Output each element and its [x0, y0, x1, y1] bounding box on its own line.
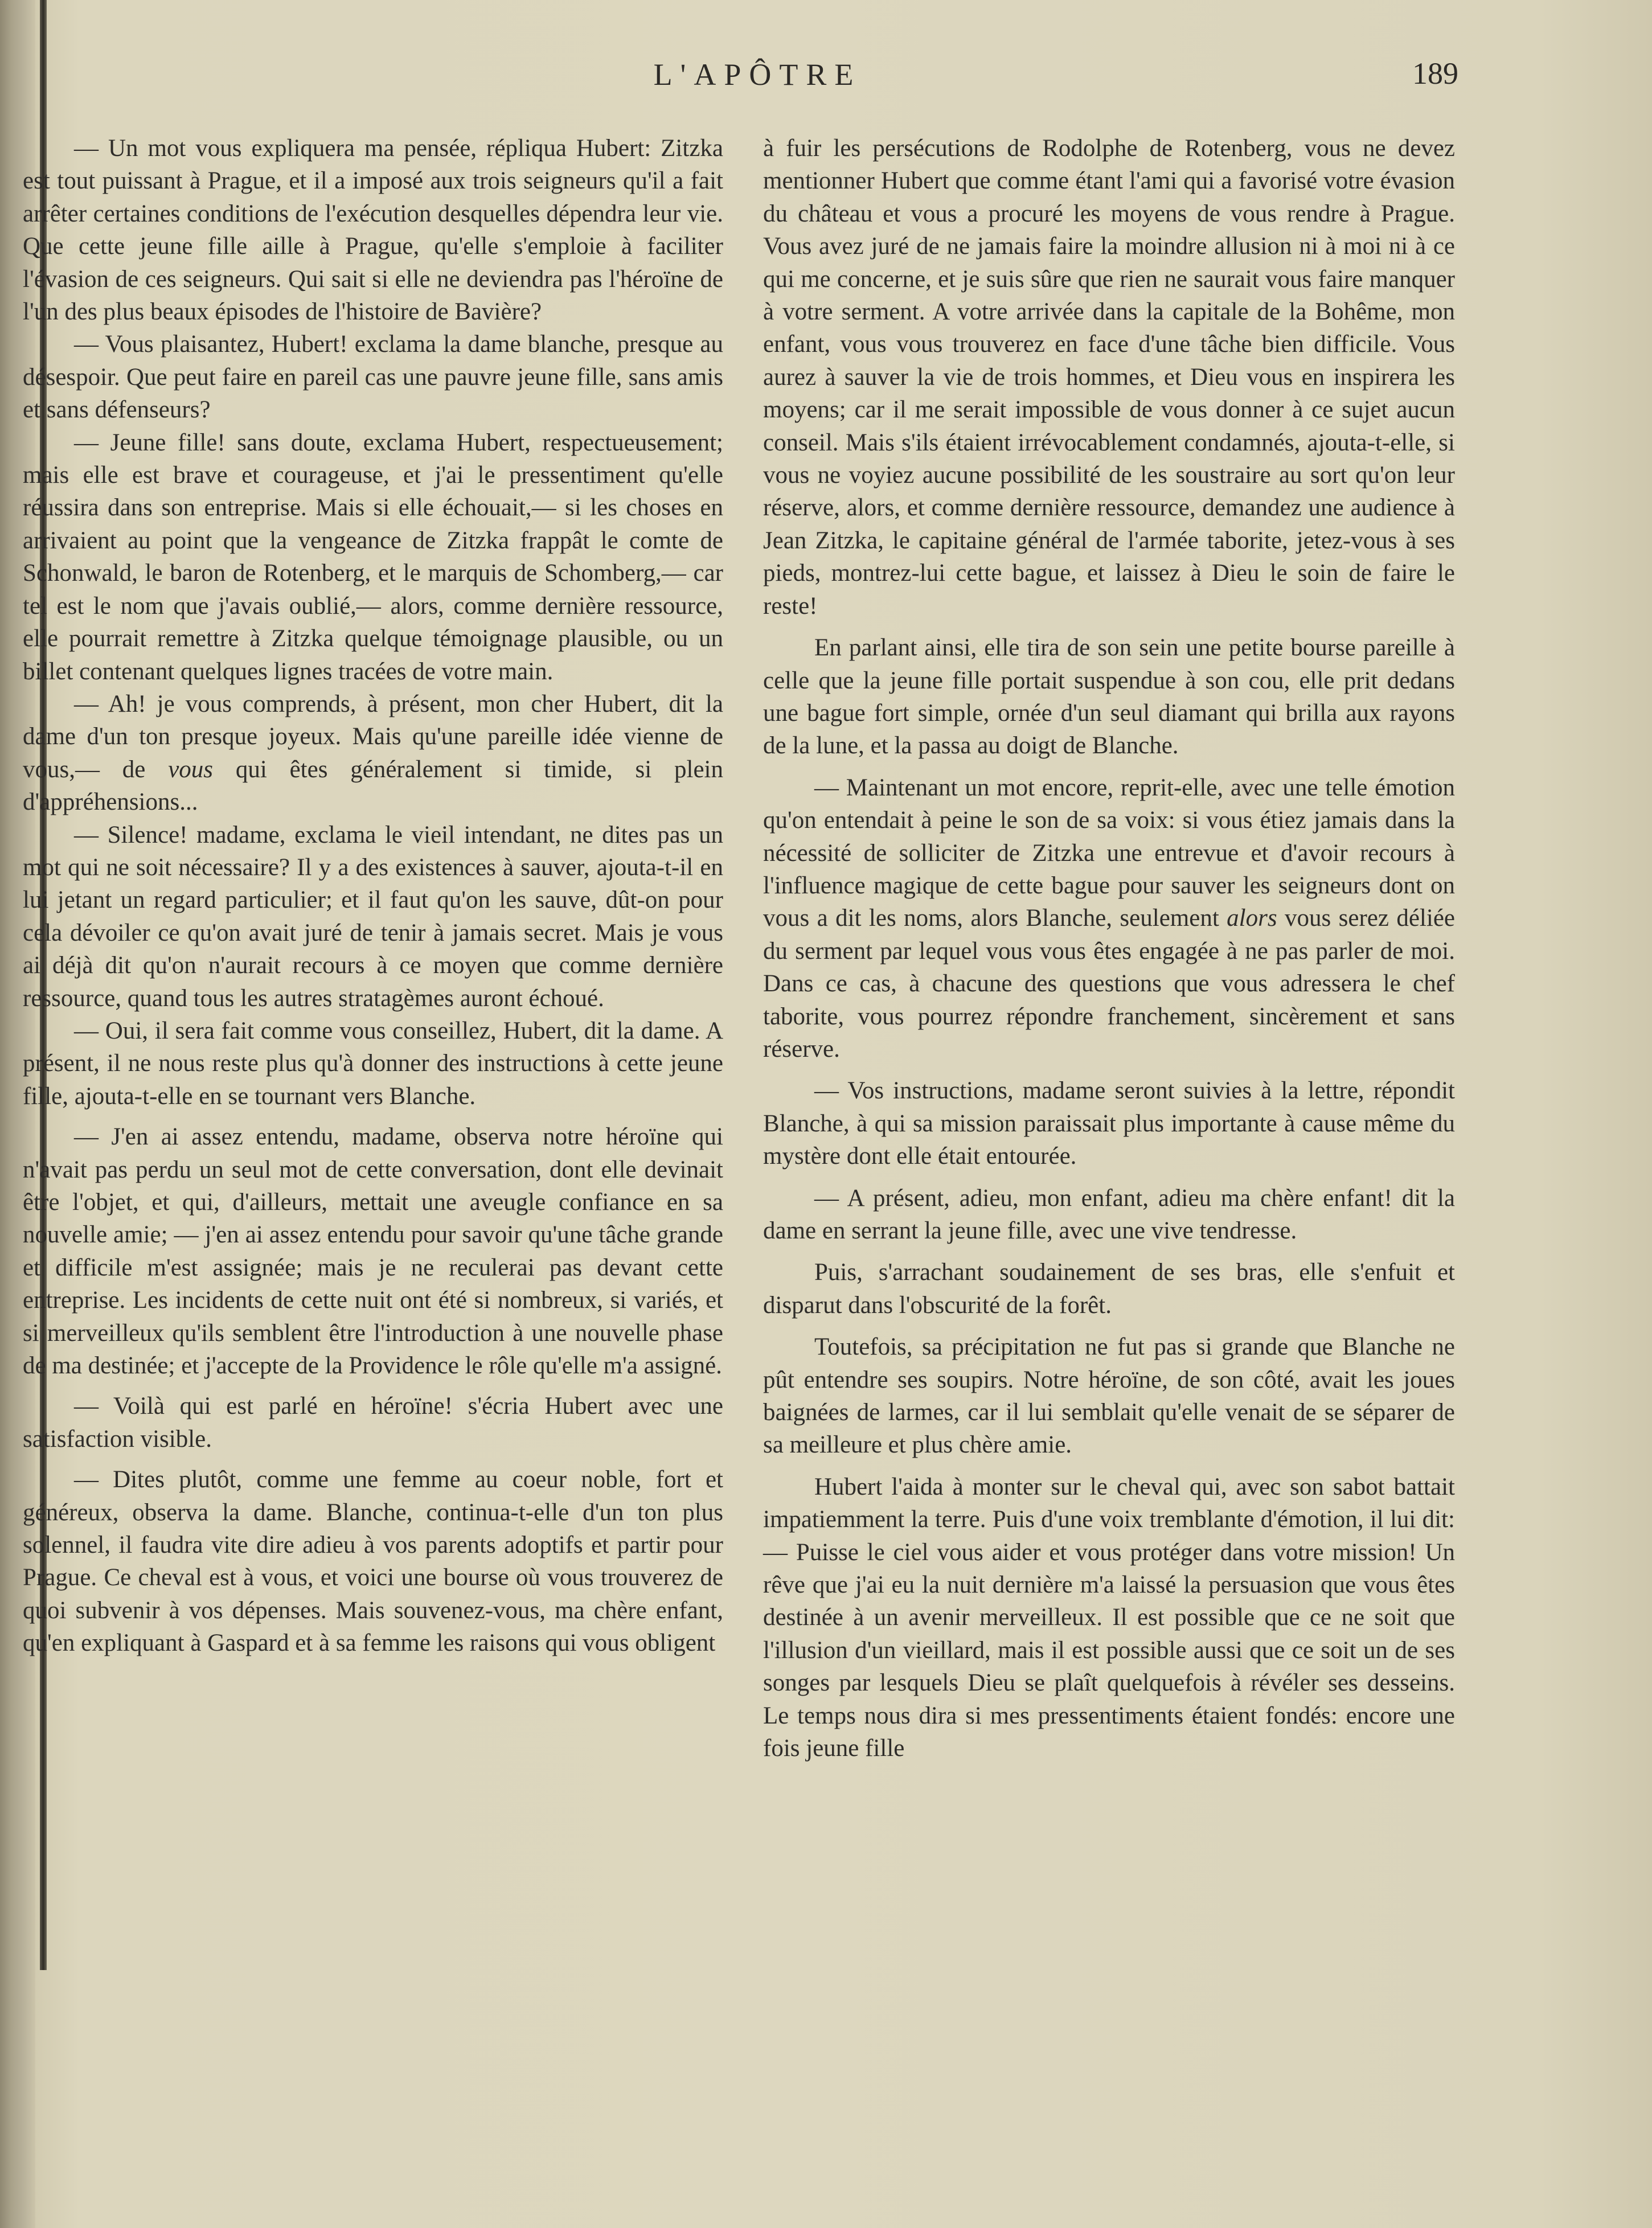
right-column: [763, 132, 1455, 1765]
paragraph: [23, 688, 723, 819]
paragraph-text: qui êtes généralement si timide, si plein d'appréhensions...: [23, 756, 723, 816]
paragraph-text: vous serez déliée du serment par lequel vous vous êtes engagée à ne pas parler de moi. Dans ce cas, à chacune des questions que vous adressera le chef taborite, vous pourrez répondre franchement, sincèrement et sans réserve.: [763, 905, 1455, 1062]
running-head: L'APÔTRE: [653, 58, 862, 92]
left-column: [23, 132, 723, 1660]
paragraph: — Voilà qui est parlé en héroïne! s'écria Hubert avec une satisfaction visible.: [23, 1393, 723, 1452]
paragraph: — Jeune fille! sans doute, exclama Hubert, respectueusement; mais elle est brave et courageuse, et j'ai le pressentiment qu'elle réussira dans son entreprise. Mais si elle échouait,— si les choses en arrivaient au point que la vengeance de Zitzka frappât le comte de Schonwald, le baron de Rotenberg, et le marquis de Schomberg,— car tel est le nom que j'avais oublié,— alors, comme dernière ressource, elle pourrait remettre à Zitzka quelque témoignage plausible, ou un billet contenant quelques lignes tracées de votre main.: [23, 429, 723, 685]
italic-word: alors: [1227, 905, 1277, 932]
paragraph-text: — Maintenant un mot encore, reprit-elle, avec une telle émotion qu'on entendait à peine le son de sa voix: si vous étiez jamais dans la nécessité de solliciter de Zitzka une entrevue et d'avoir recours à l'influence magique de cette bague pour sauver les seigneurs dont on vous a dit les noms, alors Blanche, seulement: [763, 774, 1455, 932]
paragraph: — J'en ai assez entendu, madame, observa notre héroïne qui n'avait pas perdu un seul mot de cette conversation, dont elle devinait être l'objet, et qui, d'ailleurs, mettait une aveugle confiance en sa nouvelle amie; — j'en ai assez entendu pour savoir qu'une tâche grande et difficile m'est assignée; mais je ne reculerai pas devant cette entreprise. Les incidents de cette nuit ont été si nombreux, si variés, et si merveilleux qu'ils semblent être l'introduction à une nouvelle phase de ma destinée; et j'accepte de la Providence le rôle qu'elle m'a assigné.: [23, 1123, 723, 1380]
paragraph: En parlant ainsi, elle tira de son sein une petite bourse pareille à celle que la jeune fille portait suspendue à son cou, elle prit dedans une bague fort simple, ornée d'un seul diamant qui brilla aux rayons de la lune, et la passa au doigt de Blanche.: [763, 634, 1455, 760]
paragraph: — Un mot vous expliquera ma pensée, répliqua Hubert: Zitzka est tout puissant à Prague, et il a imposé aux trois seigneurs qu'il a fait arrêter certaines conditions de l'exécution desquelles dépendra leur vie. Que cette jeune fille aille à Prague, qu'elle s'emploie à faciliter l'évasion de ces seigneurs. Qui sait si elle ne deviendra pas l'héroïne de l'un des plus beaux épisodes de l'histoire de Bavière?: [23, 135, 723, 326]
paragraph: Hubert l'aida à monter sur le cheval qui, avec son sabot battait impatiemment la terre. Puis d'une voix tremblante d'émotion, il lui dit: — Puisse le ciel vous aider et vous protéger dans votre mission! Un rêve que j'ai eu la nuit dernière m'a laissé la persuasion que vous êtes destinée à un avenir merveilleux. Il est possible que ce ne soit que l'illusion d'un vieillard, mais il est possible aussi que ce soit un de ses songes par lesquels Dieu se plaît quelquefois à révéler ses desseins. Le temps nous dira si mes pressentiments étaient fondés: encore une fois jeune fille: [763, 1473, 1455, 1762]
page-number: 189: [1412, 56, 1458, 91]
paragraph: — Dites plutôt, comme une femme au coeur noble, fort et généreux, observa la dame. Blanche, continua-t-elle d'un ton plus solennel, il faudra vite dire adieu à vos parents adoptifs et partir pour Prague. Ce cheval est à vous, et voici une bourse où vous trouverez de quoi subvenir à vos dépenses. Mais souvenez-vous, ma chère enfant, qu'en expliquant à Gaspard et à sa femme les raisons qui vous obligent: [23, 1466, 723, 1657]
paragraph-text: — Ah! je vous comprends, à présent, mon cher Hubert, dit la dame d'un ton presque joyeux. Mais qu'une pareille idée vienne de vous,— de: [23, 690, 723, 783]
paragraph: — Silence! madame, exclama le vieil intendant, ne dites pas un mot qui ne soit nécessaire? Il y a des existences à sauver, ajouta-t-il en lui jetant un regard particulier; et il faut qu'on les sauve, dût-on pour cela dévoiler ce qu'on avait juré de tenir à jamais secret. Mais je vous ai déjà dit qu'on n'aurait recours à ce moyen que comme dernière ressource, quand tous les autres stratagèmes auront échoué.: [23, 821, 723, 1012]
paragraph: — A présent, adieu, mon enfant, adieu ma chère enfant! dit la dame en serrant la jeune fille, avec une vive tendresse.: [763, 1184, 1455, 1244]
paragraph: — Vous plaisantez, Hubert! exclama la dame blanche, presque au désespoir. Que peut faire en pareil cas une pauvre jeune fille, sans amis et sans défenseurs?: [23, 331, 723, 424]
paragraph: Puis, s'arrachant soudainement de ses bras, elle s'enfuit et disparut dans l'obscurité de la forêt.: [763, 1259, 1455, 1319]
paragraph: Toutefois, sa précipitation ne fut pas si grande que Blanche ne pût entendre ses soupirs. Notre héroïne, de son côté, avait les joues baignées de larmes, car il lui semblait qu'elle venait de se séparer de sa meilleure et plus chère amie.: [763, 1333, 1455, 1459]
paragraph: — Vos instructions, madame seront suivies à la lettre, répondit Blanche, à qui sa mission paraissait plus importante à cause même du mystère dont elle était entourée.: [763, 1077, 1455, 1170]
paragraph: à fuir les persécutions de Rodolphe de Rotenberg, vous ne devez mentionner Hubert que comme étant l'ami qui a favorisé votre évasion du château et vous a procuré les moyens de vous rendre à Prague. Vous avez juré de ne jamais faire la moindre allusion ni à moi ni à ce qui me concerne, et je suis sûre que rien ne saurait vous faire manquer à votre serment. A votre arrivée dans la capitale de la Bohême, mon enfant, vous vous trouverez en face d'une tâche bien difficile. Vous aurez à sauver la vie de trois hommes, et Dieu vous en inspirera les moyens; car il me serait impossible de vous donner à ce sujet aucun conseil. Mais s'ils étaient irrévocablement condamnés, ajouta-t-elle, si vous ne voyiez aucune possibilité de les soustraire au sort qu'on leur réserve, alors, et comme dernière ressource, demandez une audience à Jean Zitzka, le capitaine général de l'armée taborite, jetez-vous à ses pieds, montrez-lui cette bague, et laissez à Dieu le soin de faire le reste!: [763, 135, 1455, 619]
paragraph: — Oui, il sera fait comme vous conseillez, Hubert, dit la dame. A présent, il ne nous reste plus qu'à donner des instructions à cette jeune fille, ajouta-t-elle en se tournant vers Blanche.: [23, 1017, 723, 1110]
paragraph: [763, 772, 1455, 1066]
italic-word: vous: [168, 756, 214, 783]
